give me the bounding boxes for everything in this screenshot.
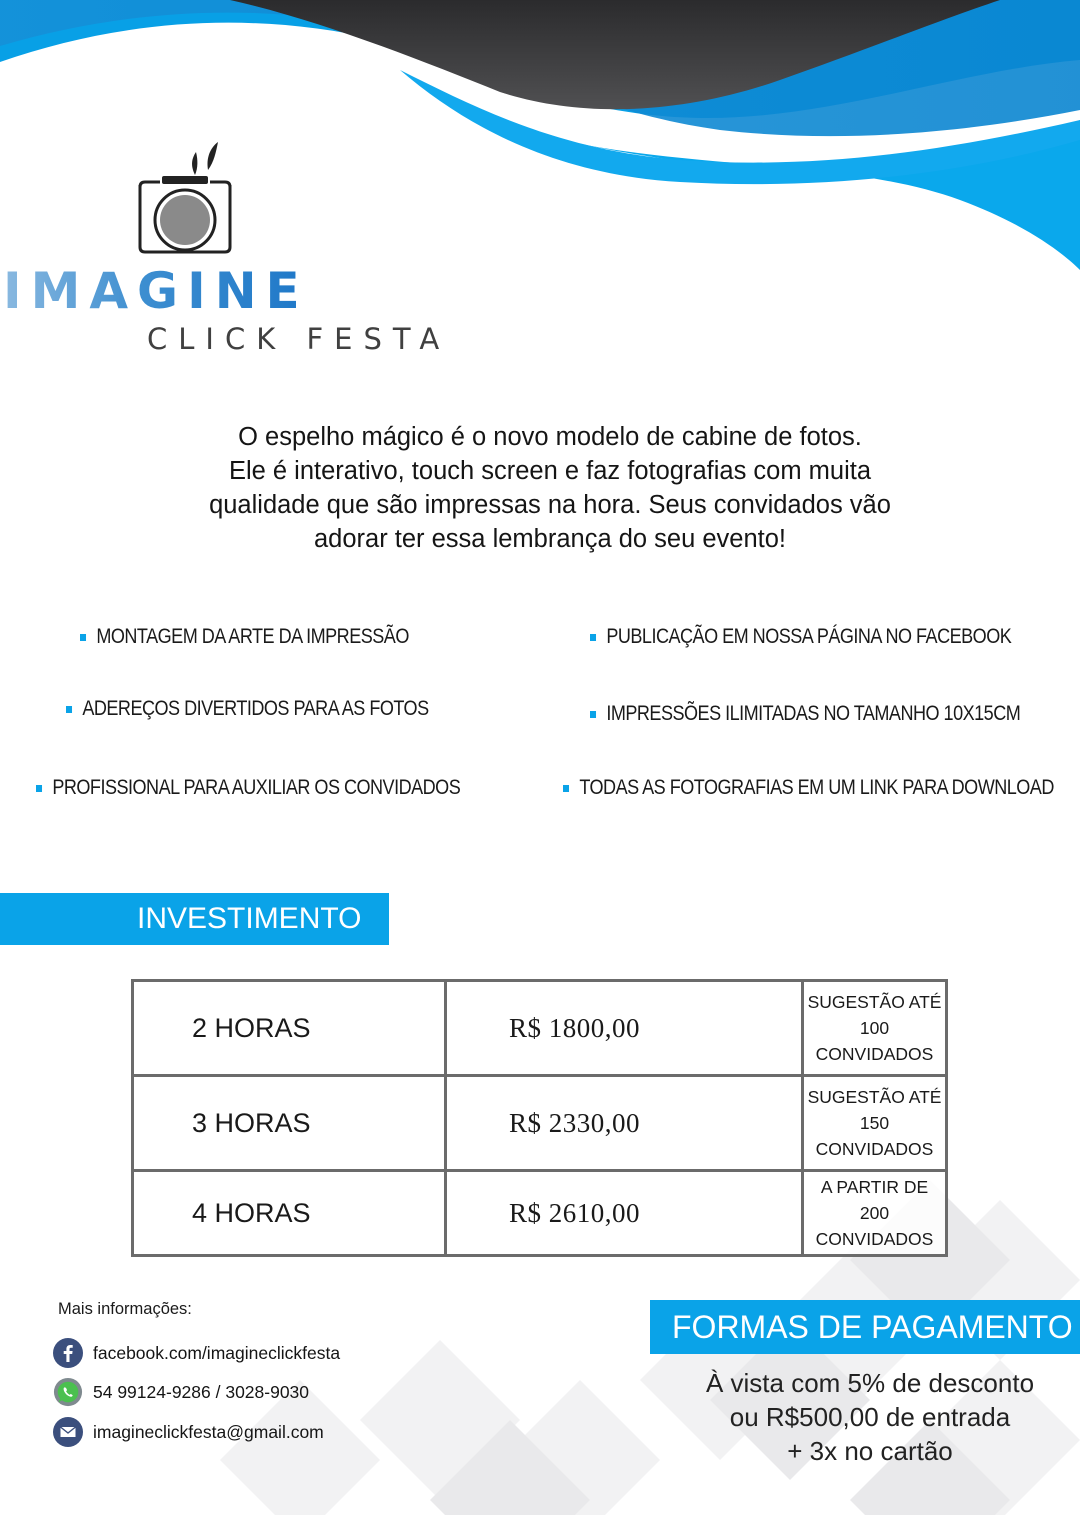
email-contact[interactable] <box>53 1417 324 1447</box>
bullet-icon <box>563 785 569 792</box>
whatsapp-icon <box>53 1377 83 1407</box>
investment-heading-band <box>0 893 389 945</box>
camera-logo-icon <box>130 140 240 260</box>
note-cell: A PARTIR DE 200 CONVIDADOS <box>803 1171 947 1256</box>
phone-contact <box>53 1377 309 1407</box>
payment-line: À vista com 5% de desconto <box>705 1368 1035 1398</box>
email-link[interactable]: imagineclickfesta@gmail.com <box>93 1421 324 1442</box>
hours-cell: 2 HORAS <box>133 981 446 1076</box>
facebook-contact[interactable] <box>53 1338 340 1368</box>
price-cell: R$ 2610,00 <box>446 1171 803 1256</box>
payment-line: + 3x no cartão <box>787 1436 953 1466</box>
note-cell: SUGESTÃO ATÉ 100 CONVIDADOS <box>803 981 947 1076</box>
intro-line: Ele é interativo, touch screen e faz fotografias com muita <box>228 457 872 485</box>
feature-item: PROFISSIONAL PARA AUXILIAR OS CONVIDADOS <box>36 776 460 800</box>
bullet-icon <box>590 634 596 641</box>
table-row <box>133 1076 947 1171</box>
hours-cell: 4 HORAS <box>133 1171 446 1256</box>
table-row <box>133 1171 947 1256</box>
feature-item: ADEREÇOS DIVERTIDOS PARA AS FOTOS <box>66 697 429 721</box>
feature-item: IMPRESSÕES ILIMITADAS NO TAMANHO 10X15CM <box>590 702 1020 726</box>
price-cell: R$ 2330,00 <box>446 1076 803 1171</box>
facebook-icon <box>53 1338 83 1368</box>
price-table <box>131 979 948 1257</box>
intro-line: qualidade que são impressas na hora. Seus convidados vão <box>209 491 891 519</box>
payment-heading-band <box>650 1300 1080 1354</box>
bullet-icon <box>590 711 596 718</box>
contact-heading: Mais informações: <box>58 1300 192 1318</box>
feature-item: TODAS AS FOTOGRAFIAS EM UM LINK PARA DOWNLOAD <box>563 776 1054 800</box>
feature-item: PUBLICAÇÃO EM NOSSA PÁGINA NO FACEBOOK <box>590 625 1011 649</box>
mail-icon <box>53 1417 83 1447</box>
feature-item: MONTAGEM DA ARTE DA IMPRESSÃO <box>80 625 409 649</box>
intro-line: O espelho mágico é o novo modelo de cabine de fotos. <box>238 423 862 451</box>
price-cell: R$ 1800,00 <box>446 981 803 1076</box>
facebook-link[interactable]: facebook.com/imagineclickfesta <box>93 1342 341 1363</box>
payment-terms <box>650 1366 1080 1468</box>
payment-heading: FORMAS DE PAGAMENTO <box>672 1309 1073 1345</box>
phone-number: 54 99124-9286 / 3028-9030 <box>93 1381 310 1402</box>
brand-title: IMAGINE <box>3 262 309 320</box>
payment-line: ou R$500,00 de entrada <box>729 1402 1011 1432</box>
note-cell: SUGESTÃO ATÉ 150 CONVIDADOS <box>803 1076 947 1171</box>
intro-line: adorar ter essa lembrança do seu evento! <box>313 525 787 553</box>
table-row <box>133 981 947 1076</box>
bullet-icon <box>80 634 86 641</box>
bullet-icon <box>66 706 72 713</box>
investment-heading: INVESTIMENTO <box>137 902 362 935</box>
intro-paragraph <box>120 420 980 556</box>
brand-subtitle: CLICK FESTA <box>147 322 451 356</box>
hours-cell: 3 HORAS <box>133 1076 446 1171</box>
bullet-icon <box>36 785 42 792</box>
